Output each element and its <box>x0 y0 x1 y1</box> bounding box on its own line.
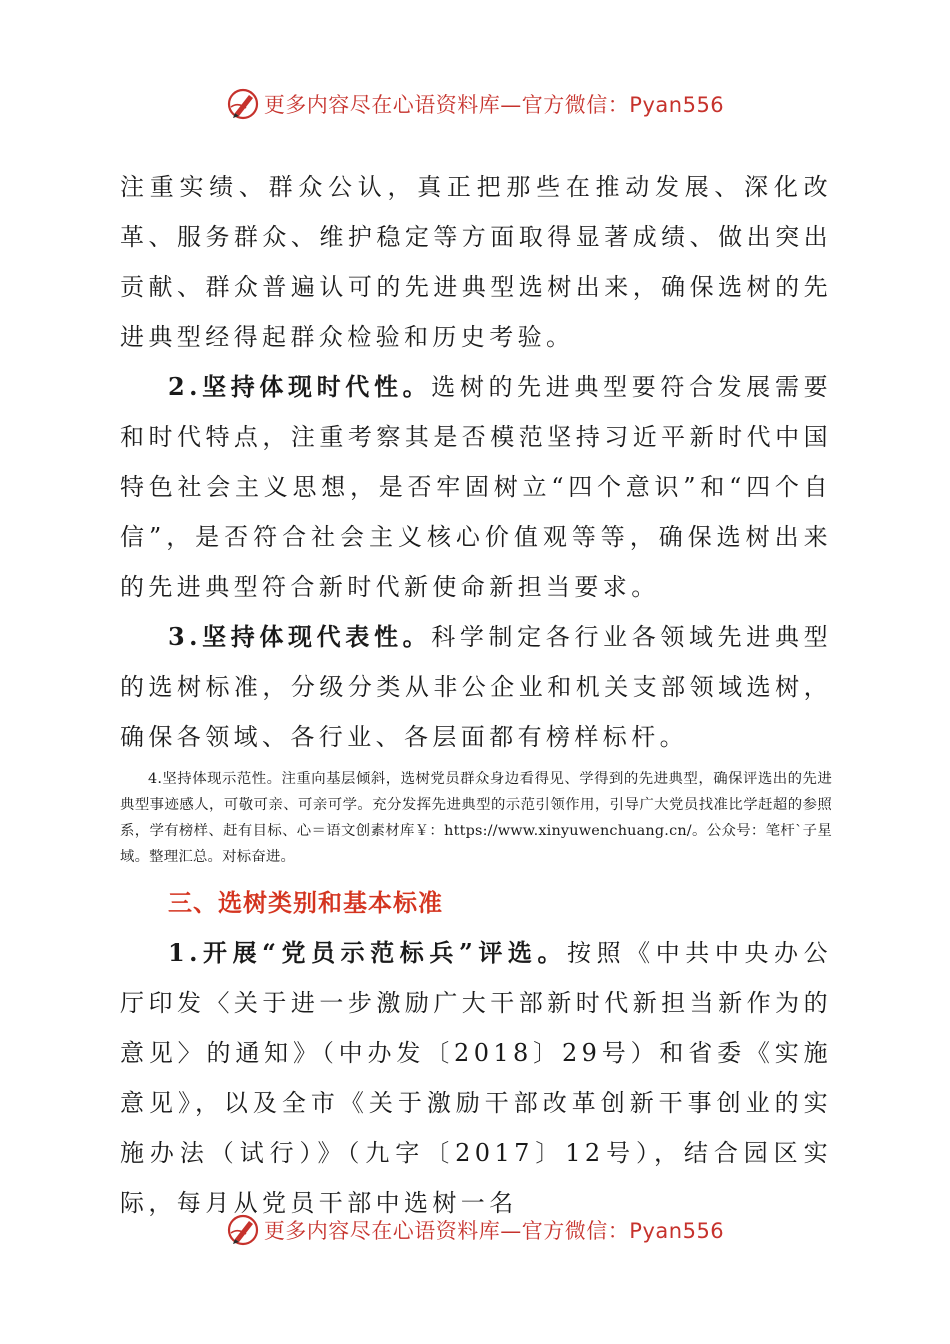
paragraph-2 <box>120 362 832 612</box>
footer-banner <box>0 1210 950 1250</box>
section-heading: 三、选树类别和基本标准 <box>168 889 443 917</box>
paragraph-5-body: 按照《中共中央办公厅印发〈关于进一步激励广大干部新时代新担当新作为的意见〉的通知》（中办发〔2018〕29号）和省委《实施意见》，以及全市《关于激励干部改革创新干事创业的实施办法（试行）》（九字〔2017〕12号），结合园区实际，每月从党员干部中选树一名 <box>120 939 832 1217</box>
paragraph-3-lead: 3.坚持体现代表性。 <box>168 622 432 651</box>
paragraph-1: 注重实绩、群众公认，真正把那些在推动发展、深化改革、服务群众、维护稳定等方面取得显著成绩、做出突出贡献、群众普遍认可的先进典型选树出来，确保选树的先进典型经得起群众检验和历史考验。 <box>120 173 832 351</box>
document-body <box>120 162 832 1228</box>
banner-text: 更多内容尽在心语资料库—官方微信：Pyan556 <box>263 93 725 117</box>
paragraph-2-body: 选树的先进典型要符合发展需要和时代特点，注重考察其是否模范坚持习近平新时代中国特色社会主义思想，是否牢固树立“四个意识”和“四个自信”，是否符合社会主义核心价值观等等，确保选树出来的先进典型符合新时代新使命新担当要求。 <box>120 373 832 601</box>
pen-logo-icon <box>226 1213 260 1247</box>
paragraph-4-small: 4.坚持体现示范性。注重向基层倾斜，选树党员群众身边看得见、学得到的先进典型，确保评选出的先进典型事迹感人，可敬可亲、可亲可学。充分发挥先进典型的示范引领作用，引导广大党员找准比学赶超的参照系，学有榜样、赶有目标、心＝语文创素材库￥：https://www.xinyuwenchuang.cn/。公众号：笔杆`子星域。整理汇总。对标奋进。 <box>120 771 832 865</box>
pen-logo-icon <box>226 87 260 121</box>
paragraph-3 <box>120 612 832 762</box>
paragraph-5 <box>120 928 832 1228</box>
paragraph-3-body: 科学制定各行业各领域先进典型的选树标准，分级分类从非公企业和机关支部领域选树，确保各领域、各行业、各层面都有榜样标杆。 <box>120 623 832 751</box>
header-banner <box>0 84 950 124</box>
banner-text: 更多内容尽在心语资料库—官方微信：Pyan556 <box>263 1219 725 1243</box>
paragraph-2-lead: 2.坚持体现时代性。 <box>168 372 432 401</box>
paragraph-5-lead: 1.开展“党员示范标兵”评选。 <box>168 938 568 967</box>
